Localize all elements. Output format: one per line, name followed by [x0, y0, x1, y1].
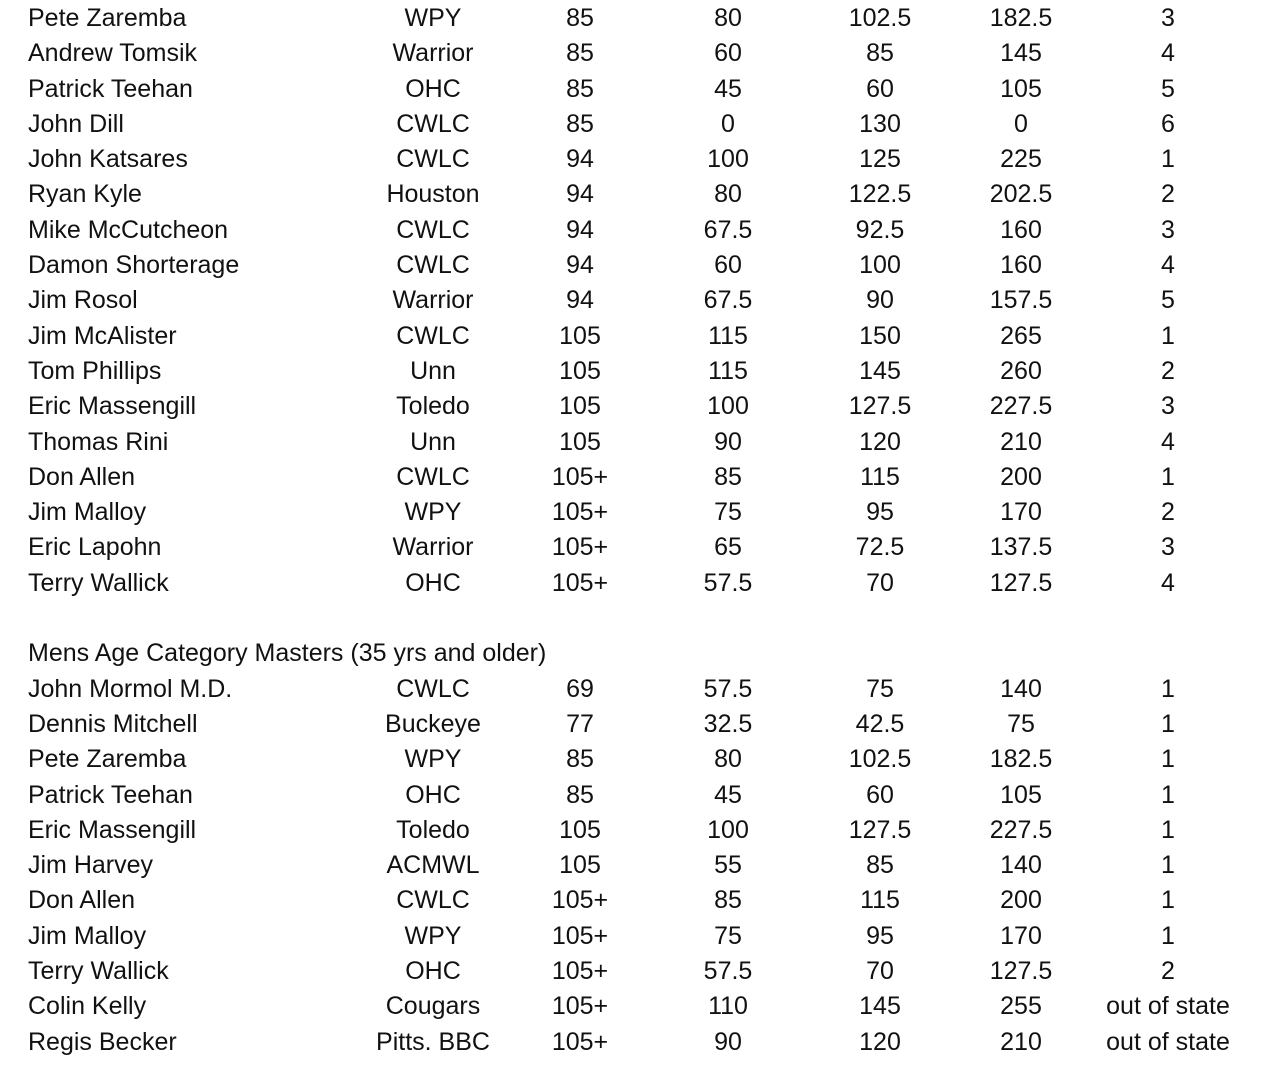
snatch-value: 67.5 [703, 286, 753, 315]
snatch-value: 110 [708, 992, 748, 1021]
weight-class: 94 [566, 286, 594, 315]
table-row [0, 954, 1276, 989]
team-name: OHC [405, 957, 461, 986]
clean-jerk-value: 95 [866, 921, 894, 950]
weight-class: 105+ [551, 462, 609, 491]
team-name: CWLC [396, 674, 470, 703]
athlete-name: John Mormol M.D. [28, 674, 233, 703]
team-name: Cougars [385, 992, 481, 1021]
athlete-name: Ryan Kyle [28, 180, 142, 209]
team-name: WPY [404, 745, 462, 774]
clean-jerk-value: 72.5 [855, 533, 905, 562]
place-value: 2 [1161, 498, 1175, 527]
total-value: 200 [1000, 886, 1042, 915]
athlete-name: Pete Zaremba [28, 745, 187, 774]
clean-jerk-value: 102.5 [848, 745, 912, 774]
weight-class: 85 [566, 39, 594, 68]
weight-class: 105+ [551, 886, 609, 915]
total-value: 260 [1000, 356, 1042, 385]
place-value: 4 [1161, 251, 1175, 280]
place-value: 1 [1161, 462, 1175, 491]
total-value: 227.5 [989, 815, 1053, 844]
snatch-value: 75 [714, 498, 742, 527]
snatch-value: 100 [707, 815, 749, 844]
table-row [0, 566, 1276, 601]
table-row [0, 213, 1276, 248]
snatch-value: 90 [714, 1027, 742, 1056]
results-sheet [0, 1, 1276, 1060]
athlete-name: Jim Harvey [28, 851, 154, 880]
weight-class: 85 [566, 745, 594, 774]
snatch-value: 57.5 [703, 957, 753, 986]
table-row [0, 707, 1276, 742]
place-value: 1 [1161, 815, 1175, 844]
total-value: 145 [1000, 39, 1042, 68]
team-name: WPY [404, 4, 462, 32]
clean-jerk-value: 42.5 [855, 709, 905, 738]
table-row [0, 354, 1276, 389]
weight-class: 85 [566, 109, 594, 138]
table-row [0, 425, 1276, 460]
table-row [0, 283, 1276, 318]
snatch-value: 57.5 [703, 568, 753, 597]
athlete-name: Tom Phillips [28, 356, 162, 385]
total-value: 182.5 [989, 745, 1053, 774]
total-value: 202.5 [989, 180, 1053, 209]
team-name: Warrior [392, 39, 474, 68]
athlete-name: Dennis Mitchell [28, 709, 198, 738]
total-value: 265 [1000, 321, 1042, 350]
clean-jerk-value: 122.5 [848, 180, 912, 209]
table-row [0, 742, 1276, 777]
team-name: Toledo [396, 815, 470, 844]
team-name: Pitts. BBC [376, 1027, 490, 1056]
weight-class: 105+ [551, 992, 609, 1021]
snatch-value: 57.5 [703, 674, 753, 703]
snatch-value: 55 [714, 851, 742, 880]
results-table-upper [0, 1, 1276, 601]
snatch-value: 65 [714, 533, 742, 562]
table-row [0, 248, 1276, 283]
snatch-value: 80 [714, 180, 742, 209]
weight-class: 105 [559, 356, 601, 385]
clean-jerk-value: 60 [866, 780, 894, 809]
clean-jerk-value: 102.5 [848, 4, 912, 32]
table-row [0, 848, 1276, 883]
snatch-value: 45 [714, 74, 742, 103]
team-name: CWLC [396, 109, 470, 138]
weight-class: 105+ [551, 498, 609, 527]
table-row [0, 883, 1276, 918]
table-row [0, 107, 1276, 142]
athlete-name: Mike McCutcheon [28, 215, 229, 244]
athlete-name: Eric Massengill [28, 815, 197, 844]
total-value: 157.5 [989, 286, 1053, 315]
snatch-value: 32.5 [703, 709, 753, 738]
snatch-value: 115 [708, 356, 748, 385]
clean-jerk-value: 100 [859, 251, 901, 280]
place-value: 1 [1161, 851, 1175, 880]
team-name: Warrior [392, 286, 474, 315]
weight-class: 105+ [551, 1027, 609, 1056]
weight-class: 85 [566, 4, 594, 32]
team-name: OHC [405, 568, 461, 597]
athlete-name: Regis Becker [28, 1027, 177, 1056]
place-value: 1 [1161, 321, 1175, 350]
athlete-name: John Katsares [28, 145, 188, 174]
athlete-name: Eric Massengill [28, 392, 197, 421]
total-value: 160 [1000, 215, 1042, 244]
team-name: Warrior [392, 533, 474, 562]
team-name: CWLC [396, 145, 470, 174]
place-value: 1 [1161, 145, 1175, 174]
total-value: 105 [1000, 780, 1042, 809]
clean-jerk-value: 85 [866, 39, 894, 68]
total-value: 200 [1000, 462, 1042, 491]
clean-jerk-value: 127.5 [848, 815, 912, 844]
table-row [0, 530, 1276, 565]
snatch-value: 80 [714, 745, 742, 774]
clean-jerk-value: 125 [859, 145, 901, 174]
section-spacer [0, 601, 1276, 636]
team-name: Buckeye [385, 709, 481, 738]
snatch-value: 60 [714, 39, 742, 68]
snatch-value: 100 [707, 392, 749, 421]
team-name: CWLC [396, 251, 470, 280]
place-value: 3 [1161, 4, 1175, 32]
clean-jerk-value: 95 [866, 498, 894, 527]
total-value: 0 [1014, 109, 1028, 138]
weight-class: 105+ [551, 533, 609, 562]
athlete-name: Eric Lapohn [28, 533, 162, 562]
snatch-value: 0 [721, 109, 735, 138]
table-row [0, 672, 1276, 707]
weight-class: 94 [566, 145, 594, 174]
table-row [0, 72, 1276, 107]
clean-jerk-value: 70 [866, 957, 894, 986]
weight-class: 94 [566, 215, 594, 244]
clean-jerk-value: 145 [859, 356, 901, 385]
snatch-value: 80 [714, 4, 742, 32]
weight-class: 94 [566, 251, 594, 280]
team-name: Toledo [396, 392, 470, 421]
place-value: out of state [1106, 992, 1230, 1021]
table-row [0, 1, 1276, 36]
table-row [0, 36, 1276, 71]
total-value: 170 [1000, 921, 1042, 950]
total-value: 105 [1000, 74, 1042, 103]
clean-jerk-value: 130 [859, 109, 901, 138]
weight-class: 77 [566, 709, 594, 738]
table-row [0, 389, 1276, 424]
weight-class: 105 [559, 392, 601, 421]
place-value: 1 [1161, 886, 1175, 915]
table-row [0, 919, 1276, 954]
place-value: 3 [1161, 215, 1175, 244]
total-value: 140 [1000, 674, 1042, 703]
masters-section-title: Mens Age Category Masters (35 yrs and older) [28, 639, 547, 668]
athlete-name: John Dill [28, 109, 124, 138]
total-value: 137.5 [989, 533, 1053, 562]
team-name: CWLC [396, 215, 470, 244]
athlete-name: Patrick Teehan [28, 780, 193, 809]
table-row [0, 989, 1276, 1024]
total-value: 227.5 [989, 392, 1053, 421]
team-name: CWLC [396, 321, 470, 350]
athlete-name: Jim Malloy [28, 921, 147, 950]
total-value: 75 [1007, 709, 1035, 738]
athlete-name: Colin Kelly [28, 992, 147, 1021]
athlete-name: Jim Rosol [28, 286, 138, 315]
athlete-name: Terry Wallick [28, 568, 169, 597]
total-value: 210 [1000, 427, 1042, 456]
clean-jerk-value: 60 [866, 74, 894, 103]
weight-class: 105 [559, 321, 601, 350]
place-value: 3 [1161, 533, 1175, 562]
clean-jerk-value: 145 [859, 992, 901, 1021]
place-value: 1 [1161, 780, 1175, 809]
place-value: 6 [1161, 109, 1175, 138]
clean-jerk-value: 70 [866, 568, 894, 597]
clean-jerk-value: 127.5 [848, 392, 912, 421]
weight-class: 105+ [551, 568, 609, 597]
athlete-name: Damon Shorterage [28, 251, 240, 280]
snatch-value: 67.5 [703, 215, 753, 244]
athlete-name: Don Allen [28, 886, 136, 915]
total-value: 160 [1000, 251, 1042, 280]
team-name: WPY [404, 921, 462, 950]
athlete-name: Pete Zaremba [28, 4, 187, 32]
table-row [0, 813, 1276, 848]
snatch-value: 85 [714, 462, 742, 491]
weight-class: 105 [559, 815, 601, 844]
snatch-value: 45 [714, 780, 742, 809]
weight-class: 69 [566, 674, 594, 703]
table-row [0, 460, 1276, 495]
athlete-name: Jim McAlister [28, 321, 177, 350]
weight-class: 85 [566, 780, 594, 809]
snatch-value: 115 [708, 321, 748, 350]
place-value: 1 [1161, 921, 1175, 950]
team-name: OHC [405, 74, 461, 103]
place-value: 5 [1161, 74, 1175, 103]
athlete-name: Don Allen [28, 462, 136, 491]
team-name: CWLC [396, 886, 470, 915]
weight-class: 105 [559, 851, 601, 880]
place-value: 4 [1161, 568, 1175, 597]
place-value: 1 [1161, 709, 1175, 738]
table-row [0, 495, 1276, 530]
weight-class: 94 [566, 180, 594, 209]
athlete-name: Patrick Teehan [28, 74, 193, 103]
total-value: 140 [1000, 851, 1042, 880]
total-value: 182.5 [989, 4, 1053, 32]
clean-jerk-value: 115 [860, 462, 900, 491]
place-value: out of state [1106, 1027, 1230, 1056]
athlete-name: Andrew Tomsik [28, 39, 198, 68]
table-row [0, 1025, 1276, 1060]
table-row [0, 142, 1276, 177]
place-value: 1 [1161, 745, 1175, 774]
place-value: 4 [1161, 39, 1175, 68]
table-row [0, 177, 1276, 212]
clean-jerk-value: 75 [866, 674, 894, 703]
clean-jerk-value: 150 [859, 321, 901, 350]
athlete-name: Thomas Rini [28, 427, 169, 456]
snatch-value: 90 [714, 427, 742, 456]
place-value: 2 [1161, 356, 1175, 385]
place-value: 2 [1161, 180, 1175, 209]
clean-jerk-value: 120 [859, 427, 901, 456]
total-value: 225 [1000, 145, 1042, 174]
athlete-name: Jim Malloy [28, 498, 147, 527]
team-name: WPY [404, 498, 462, 527]
team-name: CWLC [396, 462, 470, 491]
weight-class: 105+ [551, 921, 609, 950]
team-name: Unn [410, 427, 456, 456]
total-value: 127.5 [989, 568, 1053, 597]
table-row [0, 319, 1276, 354]
clean-jerk-value: 90 [866, 286, 894, 315]
weight-class: 105 [559, 427, 601, 456]
weight-class: 85 [566, 74, 594, 103]
clean-jerk-value: 85 [866, 851, 894, 880]
team-name: Houston [386, 180, 480, 209]
total-value: 255 [1000, 992, 1042, 1021]
place-value: 4 [1161, 427, 1175, 456]
team-name: ACMWL [386, 851, 480, 880]
snatch-value: 75 [714, 921, 742, 950]
total-value: 127.5 [989, 957, 1053, 986]
place-value: 3 [1161, 392, 1175, 421]
snatch-value: 85 [714, 886, 742, 915]
results-table-masters [0, 672, 1276, 1060]
weight-class: 105+ [551, 957, 609, 986]
team-name: Unn [410, 356, 456, 385]
clean-jerk-value: 115 [860, 886, 900, 915]
clean-jerk-value: 120 [859, 1027, 901, 1056]
place-value: 1 [1161, 674, 1175, 703]
clean-jerk-value: 92.5 [855, 215, 905, 244]
athlete-name: Terry Wallick [28, 957, 169, 986]
snatch-value: 100 [707, 145, 749, 174]
team-name: OHC [405, 780, 461, 809]
table-row [0, 778, 1276, 813]
place-value: 5 [1161, 286, 1175, 315]
total-value: 170 [1000, 498, 1042, 527]
total-value: 210 [1000, 1027, 1042, 1056]
snatch-value: 60 [714, 251, 742, 280]
place-value: 2 [1161, 957, 1175, 986]
